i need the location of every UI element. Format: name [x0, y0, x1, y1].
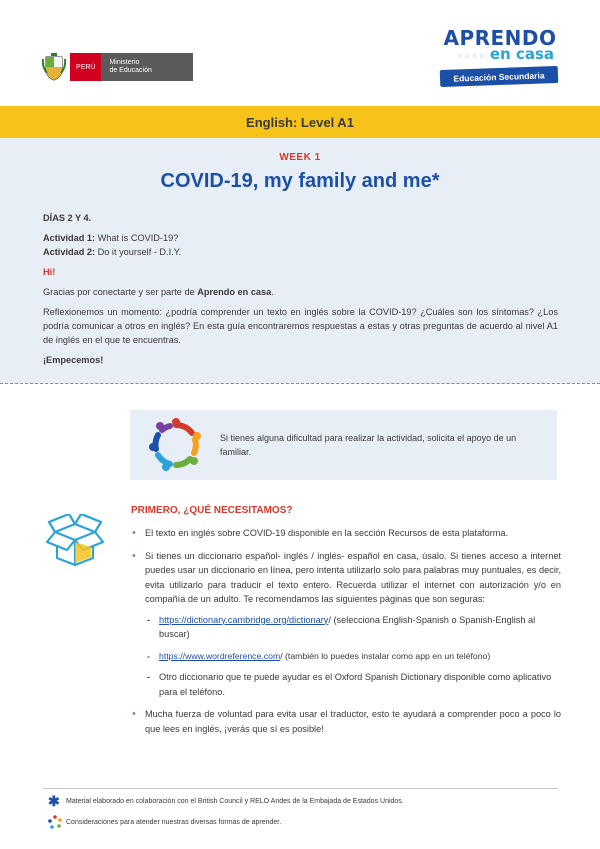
footer-note-2 [48, 815, 281, 829]
list-item [131, 549, 561, 700]
brand-title: APRENDO [443, 26, 557, 50]
diversity-circle-icon [48, 815, 62, 829]
thanks-bold: Aprendo en casa [197, 287, 272, 297]
brand-band: Educación Secundaria [440, 66, 559, 87]
wordreference-note: / (también lo puedes instalar como app en un teléfono) [280, 650, 491, 661]
aprendo-en-casa-logo [440, 28, 560, 94]
brand-dots-icon: ◌◌◌◌ [458, 53, 487, 60]
ministry-line-2: de Educación [109, 67, 152, 74]
tip-box [130, 410, 557, 480]
days-label: DÍAS 2 Y 4. [43, 213, 92, 223]
sub-list-item: - Otro diccionario que te puede ayudar es el Oxford Spanish Dictionary disponible como aplicativo para el teléfono. [145, 670, 561, 699]
level-banner: English: Level A1 [0, 106, 600, 138]
section-divider [0, 383, 600, 384]
sub-list-item [145, 649, 561, 664]
week-label: WEEK 1 [279, 152, 321, 163]
thanks-paragraph [43, 285, 558, 299]
activity-1-label: Actividad 1: [43, 233, 96, 243]
activity-1-text: What is COVID-19? [95, 233, 179, 243]
activity-1 [43, 231, 558, 245]
brand-subtitle: en casa [489, 45, 554, 63]
asterisk-icon: ✱ [48, 793, 60, 809]
activity-2 [43, 245, 558, 259]
cambridge-note: / (selecciona English-Spanish o Spanish-English al buscar) [159, 614, 536, 639]
intro-section [0, 138, 600, 384]
box-icon [45, 514, 105, 566]
list-item-text: Si tienes un diccionario español- inglés / inglés- español en casa, úsalo. Si tienes acceso a internet puedes usar un diccionario en línea, pero intenta utilizarlo solo para palabras muy puntuales, es decir, evita utilizarlo para traducir el texto entero. Recuerda utilizar el internet con autorización y/o en compañía de un adulto. Te recomendamos las siguientes páginas que son seguras: [145, 550, 561, 604]
sub-list-item [145, 613, 561, 642]
country-label: PERÚ [70, 53, 101, 81]
footer-note-1 [48, 793, 404, 809]
needs-title: PRIMERO, ¿QUÉ NECESITAMOS? [131, 505, 293, 516]
wordreference-link[interactable]: https://www.wordreference.com [159, 650, 281, 661]
thanks-end: . [271, 287, 274, 297]
footer-note-2-text: Consideraciones para atender nuestras diversas formas de aprender. [66, 818, 282, 826]
peru-coat-of-arms-icon [42, 53, 66, 81]
dictionary-list [145, 613, 561, 700]
needs-list [131, 526, 561, 744]
footer-divider [43, 788, 558, 789]
greeting: Hi! [43, 267, 56, 277]
start-label: ¡Empecemos! [43, 355, 104, 365]
activity-2-text: Do it yourself - D.I.Y. [95, 247, 182, 257]
page-header [0, 0, 600, 104]
activity-2-label: Actividad 2: [43, 247, 96, 257]
page-title: COVID-19, my family and me* [160, 170, 440, 192]
ministry-line-1: Ministerio [109, 59, 140, 66]
family-circle-icon [148, 417, 204, 473]
footer-note-1-text: Material elaborado en colaboración con el British Council y RELO Andes de la Embajada de Estados Unidos. [66, 797, 404, 805]
list-item: • El texto en inglés sobre COVID-19 disponible en la sección Recursos de esta plataforma. [131, 526, 561, 541]
tip-text: Si tienes alguna dificultad para realizar la actividad, solicita el apoyo de un familiar. [220, 433, 517, 457]
thanks-text: Gracias por conectarte y ser parte de [43, 287, 198, 297]
reflection-paragraph: Reflexionemos un momento: ¿podría comprender un texto en inglés sobre la COVID-19? ¿Cuáles son los síntomas? ¿Los podría comunicar a otros en inglés? En esta guía encontraremos respuestas a estas y otras preguntas de acuerdo al nivel A1 de inglés en el que te encuentras. [43, 307, 558, 345]
cambridge-link[interactable]: https://dictionary.cambridge.org/dictionary [159, 614, 329, 625]
list-item: • Mucha fuerza de voluntad para evita usar el traductor, esto te ayudará a comprender poco a poco lo que lees en inglés, ¡verás que sí es posible! [131, 707, 561, 736]
intro-text [43, 211, 558, 373]
ministry-label [101, 53, 193, 81]
ministry-logo [42, 52, 193, 82]
